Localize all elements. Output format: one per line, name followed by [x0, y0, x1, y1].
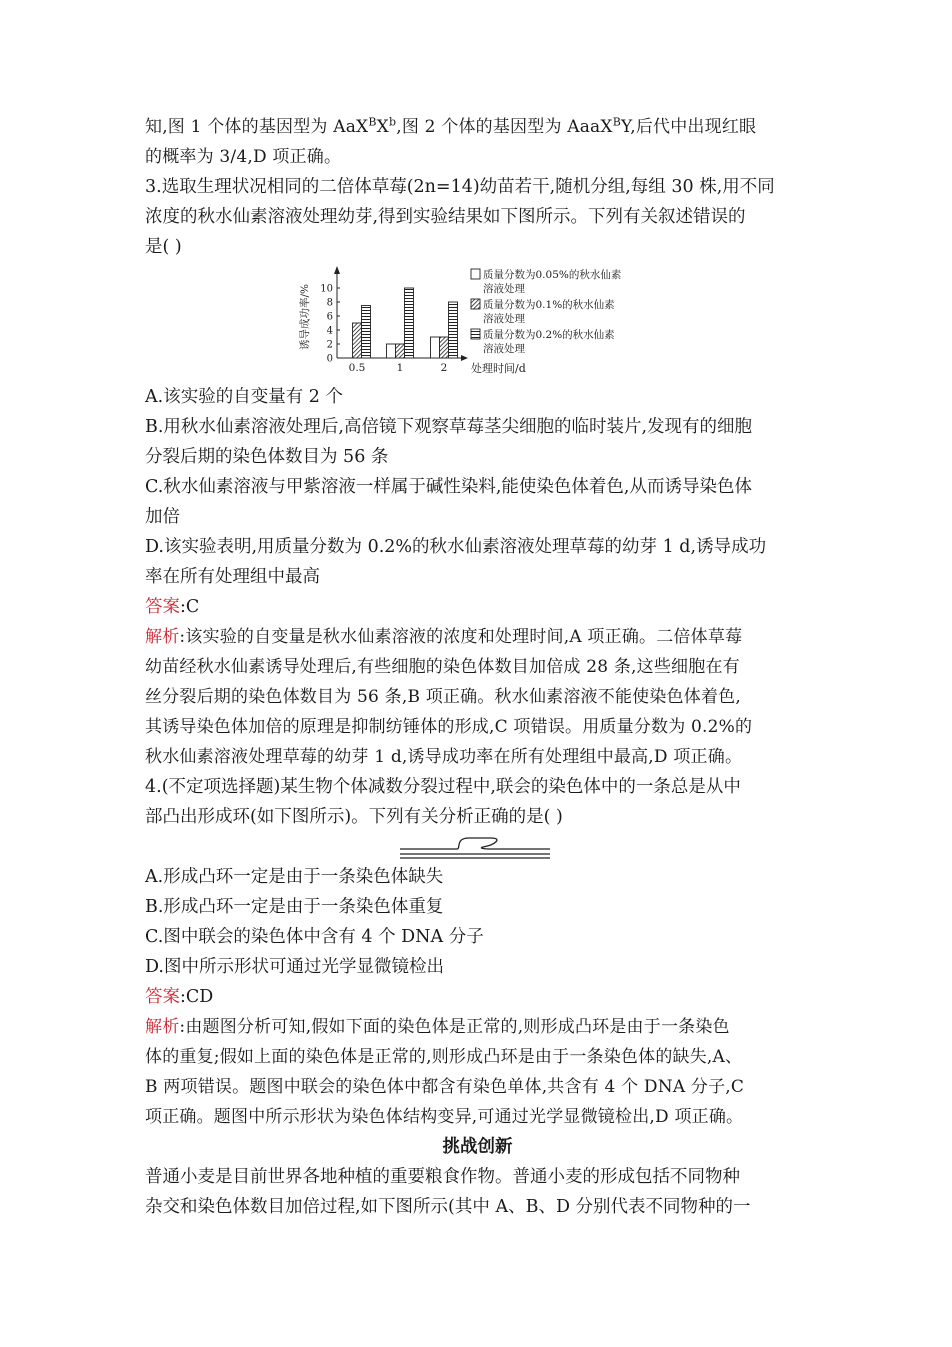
q4-analysis-line-2: 体的重复;假如上面的染色体是正常的,则形成凸环是由于一条染色体的缺失,A、	[145, 1047, 743, 1067]
q4-stem-line-1: 4.(不定项选择题)某生物个体减数分裂过程中,联会的染色体中的一条总是从中	[145, 777, 741, 797]
legend-swatch-1	[471, 269, 480, 279]
bar-0.5-series-2	[353, 323, 362, 358]
page-content	[145, 112, 810, 1222]
legend-swatch-3	[471, 329, 480, 339]
legend-label-1: 质量分数为0.05%的秋水仙素	[483, 269, 622, 281]
answer-label: 答案	[145, 987, 180, 1007]
q4-option-c: C.图中联会的染色体中含有 4 个 DNA 分子	[145, 927, 484, 947]
legend-label-3: 质量分数为0.2%的秋水仙素	[483, 329, 615, 341]
q4-chromosome-figure	[145, 832, 810, 862]
q4-analysis-line-1: 解析:由题图分析可知,假如下面的染色体是正常的,则形成凸环是由于一条染色	[145, 1017, 730, 1037]
q3-option-c-cont: 加倍	[145, 507, 180, 527]
q3-chart	[145, 262, 810, 382]
y-axis-label: 诱导成功率/%	[299, 283, 311, 351]
q3-stem-line-2: 浓度的秋水仙素溶液处理幼芽,得到实验结果如下图所示。下列有关叙述错误的	[145, 207, 746, 227]
bar-2-series-3	[449, 302, 458, 358]
chromosome-loop-diagram	[395, 832, 555, 862]
q3-stem-line-1: 3.选取生理状况相同的二倍体草莓(2n=14)幼苗若干,随机分组,每组 30 株,用不同	[145, 177, 775, 197]
legend-label-2: 质量分数为0.1%的秋水仙素	[483, 299, 615, 311]
q4-option-d: D.图中所示形状可通过光学显微镜检出	[145, 957, 444, 977]
x-axis-arrow	[461, 355, 468, 361]
section-title: 挑战创新	[442, 1137, 513, 1157]
y-tick-label: 2	[326, 339, 333, 351]
y-tick-label: 8	[326, 297, 333, 309]
bar-chart	[295, 262, 675, 382]
legend-swatch-2	[471, 299, 480, 309]
bar-1-series-3	[405, 288, 414, 358]
y-tick-label: 0	[326, 353, 333, 365]
q4-option-b: B.形成凸环一定是由于一条染色体重复	[145, 897, 444, 917]
analysis-label: 解析	[145, 627, 180, 647]
y-tick-label: 10	[320, 283, 333, 295]
legend-label-2-cont: 溶液处理	[483, 313, 525, 325]
tail-line-1: 普通小麦是目前世界各地种植的重要粮食作物。普通小麦的形成包括不同物种	[145, 1167, 740, 1187]
x-axis-label: 处理时间/d	[471, 362, 526, 375]
x-tick-label: 0.5	[348, 362, 366, 374]
upper-chromosome-loop	[400, 838, 550, 849]
q3-option-c: C.秋水仙素溶液与甲紫溶液一样属于碱性染料,能使染色体着色,从而诱导染色体	[145, 477, 752, 497]
q4-analysis-line-4: 项正确。题图中所示形状为染色体结构变异,可通过光学显微镜检出,D 项正确。	[145, 1107, 744, 1127]
tail-line-2: 杂交和染色体数目加倍过程,如下图所示(其中 A、B、D 分别代表不同物种的一	[145, 1197, 751, 1217]
bar-1-series-1	[387, 344, 396, 358]
x-tick-label: 2	[440, 362, 448, 374]
q3-option-b: B.用秋水仙素溶液处理后,高倍镜下观察草莓茎尖细胞的临时装片,发现有的细胞	[145, 417, 753, 437]
q3-option-b-cont: 分裂后期的染色体数目为 56 条	[145, 447, 389, 467]
q3-option-d: D.该实验表明,用质量分数为 0.2%的秋水仙素溶液处理草莓的幼芽 1 d,诱导成功	[145, 537, 767, 557]
y-tick-label: 4	[326, 325, 333, 337]
q3-analysis-line-1: 解析:该实验的自变量是秋水仙素溶液的浓度和处理时间,A 项正确。二倍体草莓	[145, 627, 743, 647]
prev-analysis-line-1: 知,图 1 个体的基因型为 $AaX^BX^b$,图 2 个体的基因型为 AaaX$^B$Y,后代中出现红眼	[145, 115, 757, 137]
q4-answer: 答案:CD	[145, 987, 214, 1007]
q4-stem-line-2: 部凸出形成环(如下图所示)。下列有关分析正确的是( )	[145, 807, 563, 827]
q4-analysis-line-3: B 两项错误。题图中联会的染色体中都含有染色单体,共含有 4 个 DNA 分子,C	[145, 1077, 745, 1097]
q3-analysis-line-4: 其诱导染色体加倍的原理是抑制纺锤体的形成,C 项错误。用质量分数为 0.2%的	[145, 717, 753, 737]
bar-2-series-1	[431, 337, 440, 358]
q3-stem-line-3: 是( )	[145, 237, 182, 257]
y-axis-arrow	[334, 266, 340, 274]
q3-analysis-line-2: 幼苗经秋水仙素诱导处理后,有些细胞的染色体数目加倍成 28 条,这些细胞在有	[145, 657, 740, 677]
x-tick-label: 1	[396, 362, 404, 374]
prev-analysis-line-2: 的概率为 3/4,D 项正确。	[145, 147, 342, 167]
q3-analysis-line-3: 丝分裂后期的染色体数目为 56 条,B 项正确。秋水仙素溶液不能使染色体着色,	[145, 687, 741, 707]
q3-analysis-line-5: 秋水仙素溶液处理草莓的幼芽 1 d,诱导成功率在所有处理组中最高,D 项正确。	[145, 747, 743, 767]
bar-2-series-2	[440, 337, 449, 358]
q3-option-d-cont: 率在所有处理组中最高	[145, 567, 320, 587]
q3-answer: 答案:C	[145, 597, 200, 617]
y-tick-label: 6	[326, 311, 333, 323]
answer-label: 答案	[145, 597, 180, 617]
q4-option-a: A.形成凸环一定是由于一条染色体缺失	[145, 867, 444, 887]
bar-1-series-2	[396, 344, 405, 358]
legend-label-3-cont: 溶液处理	[483, 343, 525, 355]
bar-0.5-series-3	[362, 306, 371, 359]
legend-label-1-cont: 溶液处理	[483, 283, 525, 295]
analysis-label: 解析	[145, 1017, 180, 1037]
q3-option-a: A.该实验的自变量有 2 个	[145, 387, 343, 407]
